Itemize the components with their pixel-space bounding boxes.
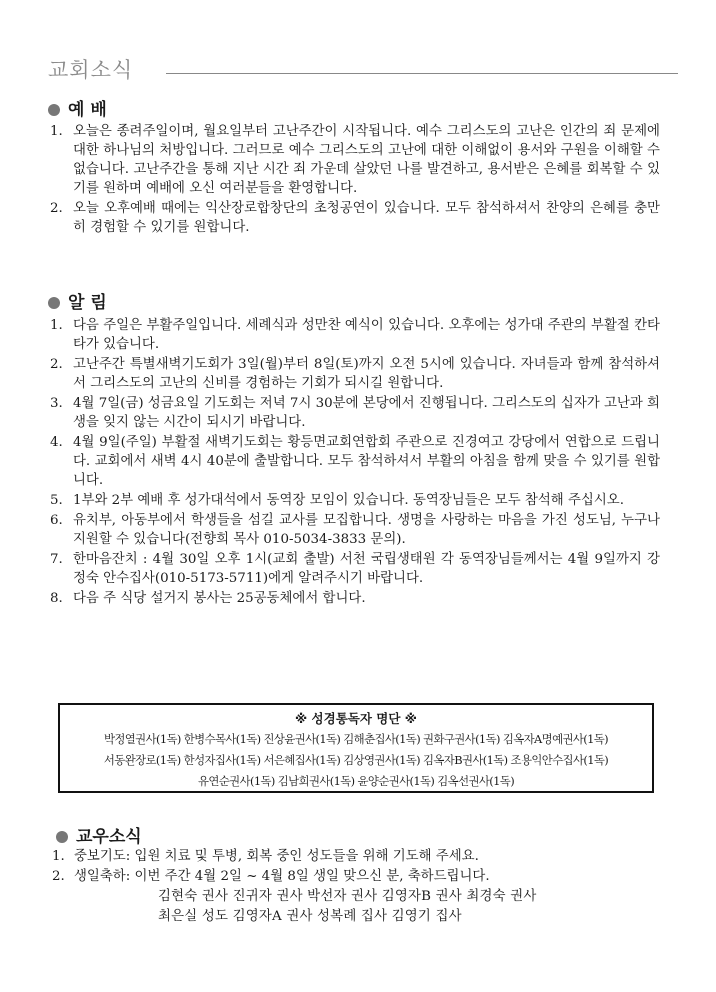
worship-heading <box>48 95 107 120</box>
notices-heading <box>48 288 107 313</box>
bible-readers-box <box>58 703 654 793</box>
item-number: 8. <box>50 591 63 606</box>
item-text: 오늘은 종려주일이며, 월요일부터 고난주간이 시작됩니다. 예수 그리스도의 고난은 인간의 죄 문제에 대한 하나님의 처방입니다. 그러므로 예수 그리스도의 고난에 대한 이해없이 용서와 구원을 이해할 수 없습니다. 고난주간을 통해 지난 시간 죄 가운데 살았던 나를 발견하고, 용서받은 은혜를 회복할 수 있기를 원하며 예배에 오신 여러분들을 환영합니다. <box>73 124 660 196</box>
item-text: 오늘 오후예배 때에는 익산장로합창단의 초청공연이 있습니다. 모두 참석하셔서 찬양의 은혜를 충만히 경험할 수 있기를 원합니다. <box>73 201 660 235</box>
circle-bullet-icon <box>48 297 60 309</box>
item-number: 4. <box>50 435 63 450</box>
list-item <box>50 122 660 198</box>
birthday-names: 김현숙 권사 진귀자 권사 박선자 권사 김영자B 권사 최경숙 권사 <box>158 889 537 904</box>
readers-line: 서동완장로(1독) 한성자집사(1독) 서은혜집사(1독) 김상영권사(1독) 김옥자B권사(1독) 조용익안수집사(1독) <box>103 753 609 767</box>
item-text: 고난주간 특별새벽기도회가 3일(월)부터 8일(토)까지 오전 5시에 있습니다. 자녀들과 함께 참석하셔서 그리스도의 고난의 신비를 경험하는 기회가 되시길 원합니다. <box>73 357 660 391</box>
item-number: 2. <box>50 357 63 372</box>
item-text: 4월 7일(금) 성금요일 기도회는 저녁 7시 30분에 본당에서 진행됩니다. 그리스도의 십자가 고난과 희생을 잊지 않는 시간이 되시기 바랍니다. <box>73 396 660 430</box>
header-divider <box>166 73 678 74</box>
page-title: 교회소식 <box>48 58 134 82</box>
birthday-text: 이번 주간 4월 2일 ~ 4월 8일 생일 맞으신 분, 축하드립니다. <box>134 869 490 884</box>
list-item <box>50 511 660 549</box>
notices-list <box>50 316 660 609</box>
birthday-row <box>52 867 672 887</box>
item-number: 6. <box>50 513 63 528</box>
item-text: 다음 주일은 부활주일입니다. 세례식과 성만찬 예식이 있습니다. 오후에는 성가대 주관의 부활절 칸타타가 있습니다. <box>73 318 660 352</box>
list-item <box>50 316 660 354</box>
item-number: 1. <box>52 849 65 864</box>
members-heading <box>56 822 142 847</box>
item-number: 2. <box>50 201 63 216</box>
list-item <box>50 589 660 608</box>
list-item <box>50 433 660 490</box>
page-header <box>48 54 678 86</box>
worship-heading-text: 예 배 <box>68 100 107 120</box>
item-number: 1. <box>50 124 63 139</box>
item-number: 7. <box>50 552 63 567</box>
item-number: 1. <box>50 318 63 333</box>
prayer-text: 입원 치료 및 투병, 회복 중인 성도들을 위해 기도해 주세요. <box>134 849 479 864</box>
item-text: 유치부, 아동부에서 학생들을 섬길 교사를 모집합니다. 생명을 사랑하는 마음을 가진 성도님, 누구나 지원할 수 있습니다(전향희 목사 010-5034-3833 문의). <box>73 513 660 547</box>
item-text: 1부와 2부 예배 후 성가대석에서 동역장 모임이 있습니다. 동역장님들은 모두 참석해 주십시오. <box>73 493 624 508</box>
prayer-row <box>52 847 672 867</box>
prayer-label: 중보기도: <box>74 849 135 864</box>
item-number: 2. <box>52 869 65 884</box>
list-item <box>50 394 660 432</box>
readers-line: 박정열권사(1독) 한병수목사(1독) 진상윤권사(1독) 김해춘집사(1독) 권화구권사(1독) 김옥자A명예권사(1독) <box>103 732 609 746</box>
readers-title: ※ 성경통독자 명단 ※ <box>295 711 417 726</box>
worship-list <box>50 122 660 238</box>
item-text: 다음 주 식당 설거지 봉사는 25공동체에서 합니다. <box>73 591 366 606</box>
list-item <box>50 199 660 237</box>
list-item <box>50 355 660 393</box>
item-number: 5. <box>50 493 63 508</box>
item-text: 한마음잔치 : 4월 30일 오후 1시(교회 출발) 서천 국립생태원 각 동역장님들께서는 4월 9일까지 강정숙 안수집사(010-5173-5711)에게 알려주시기 바랍니다. <box>73 552 660 586</box>
readers-line: 유연순권사(1독) 김남희권사(1독) 윤양순권사(1독) 김옥선권사(1독) <box>197 774 515 788</box>
list-item <box>50 550 660 588</box>
members-news <box>52 847 672 927</box>
list-item <box>50 491 660 510</box>
circle-bullet-icon <box>56 831 68 843</box>
members-heading-text: 교우소식 <box>76 827 142 847</box>
notices-heading-text: 알 림 <box>68 293 107 313</box>
birthday-label: 생일축하: <box>74 869 135 884</box>
item-text: 4월 9일(주일) 부활절 새벽기도회는 황등면교회연합회 주관으로 진경여고 강당에서 연합으로 드립니다. 교회에서 새벽 4시 40분에 출발합니다. 모두 참석하셔서 부활의 아침을 함께 맞을 수 있기를 원합니다. <box>73 435 660 488</box>
birthday-names: 최은실 성도 김영자A 권사 성복례 집사 김영기 집사 <box>158 909 462 924</box>
item-number: 3. <box>50 396 63 411</box>
circle-bullet-icon <box>48 104 60 116</box>
